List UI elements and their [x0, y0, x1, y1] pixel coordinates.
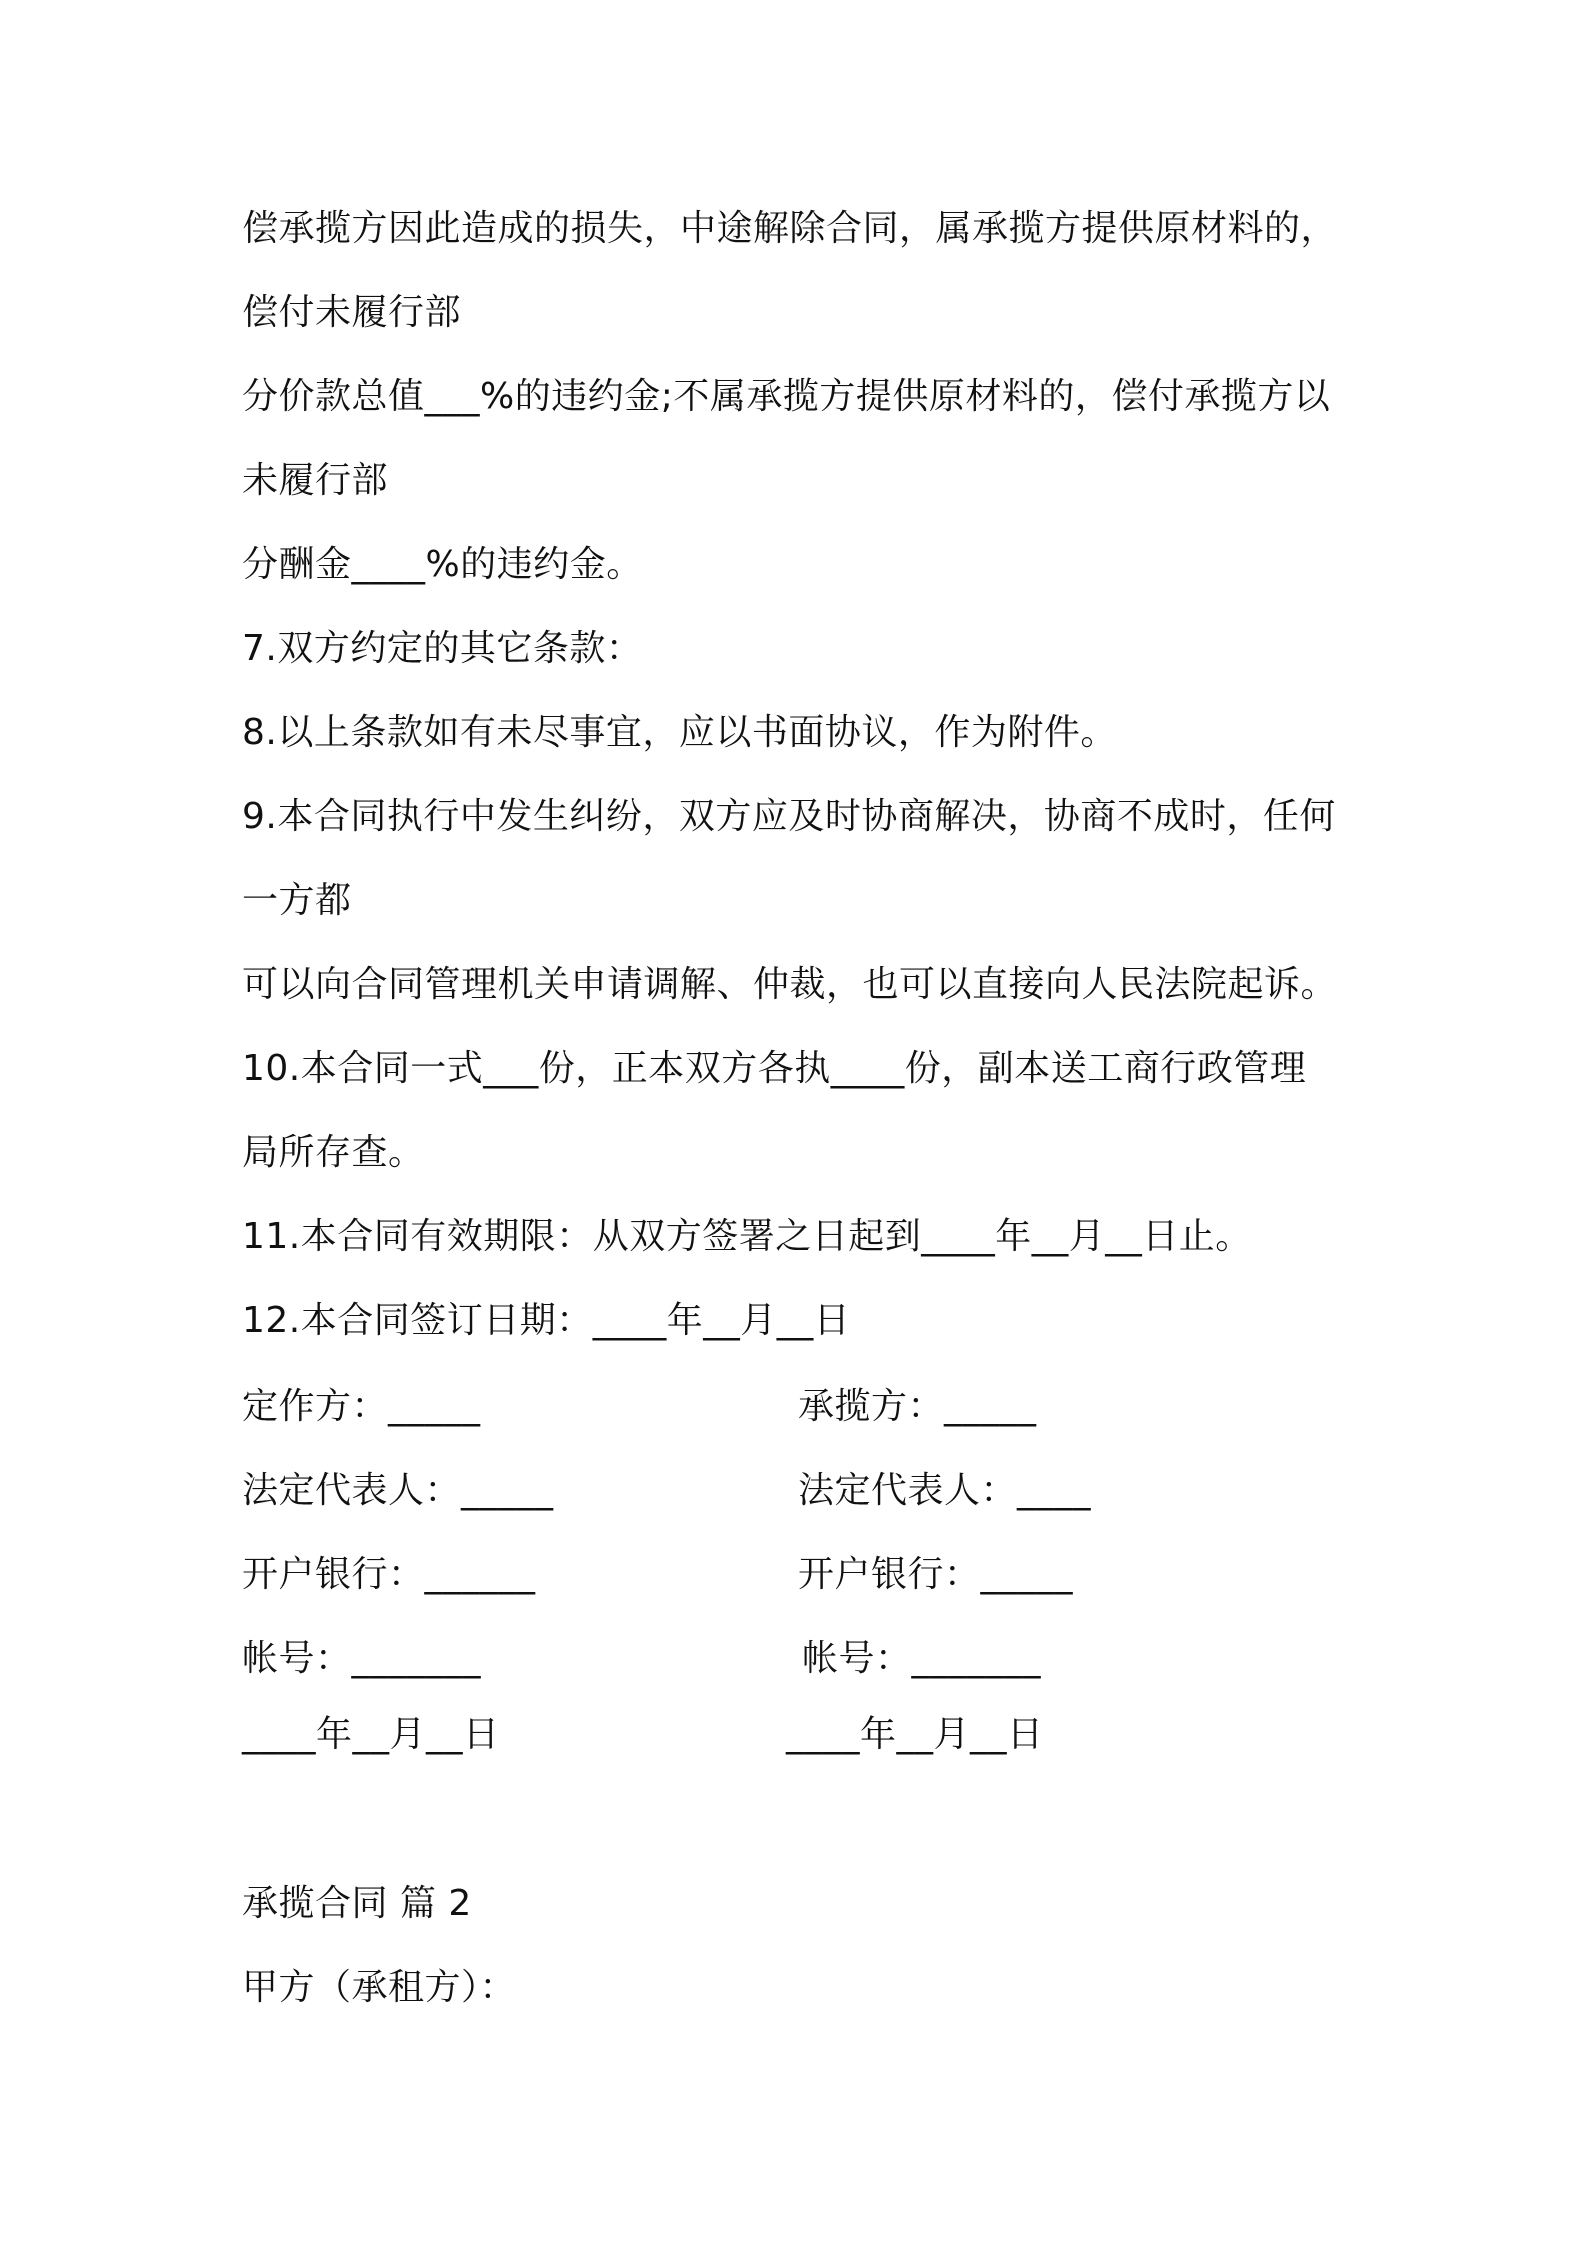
sig-left-account: 帐号：_______ [242, 1638, 482, 1679]
sig-right-bank: 开户银行：_____ [798, 1554, 1074, 1595]
clause-9: 9.本合同执行中发生纠纷，双方应及时协商解决，协商不成时，任何 [242, 796, 1336, 837]
clause-11: 11.本合同有效期限：从双方签署之日起到____年__月__日止。 [242, 1216, 1252, 1257]
body-line-2: 偿付未履行部 [242, 292, 462, 333]
sig-right-date: ____年__月__日 [786, 1714, 1044, 1755]
clause-9-cont-2: 可以向合同管理机关申请调解、仲裁，也可以直接向人民法院起诉。 [242, 964, 1338, 1005]
clause-7: 7.双方约定的其它条款： [242, 628, 643, 669]
sig-left-party: 定作方：_____ [242, 1386, 481, 1427]
clause-12: 12.本合同签订日期：____年__月__日 [242, 1300, 851, 1341]
body-line-3: 分价款总值___%的违约金;不属承揽方提供原材料的，偿付承揽方以 [242, 376, 1331, 417]
clause-10-cont: 局所存查。 [242, 1132, 425, 1173]
sig-right-party: 承揽方：_____ [798, 1386, 1037, 1427]
sig-right-legal-rep: 法定代表人：____ [798, 1470, 1092, 1511]
body-line-1: 偿承揽方因此造成的损失，中途解除合同，属承揽方提供原材料的， [242, 208, 1338, 249]
body-line-5: 分酬金____%的违约金。 [242, 544, 643, 585]
section-title: 承揽合同 篇 2 [242, 1883, 472, 1924]
clause-8: 8.以上条款如有未尽事宜，应以书面协议，作为附件。 [242, 712, 1117, 753]
body-line-4: 未履行部 [242, 460, 389, 501]
sig-left-legal-rep: 法定代表人：_____ [242, 1470, 554, 1511]
sig-left-date: ____年__月__日 [242, 1714, 500, 1755]
clause-10: 10.本合同一式___份，正本双方各执____份，副本送工商行政管理 [242, 1048, 1307, 1089]
clause-9-cont-1: 一方都 [242, 880, 352, 921]
sig-right-account: 帐号：_______ [802, 1638, 1042, 1679]
party-a-label: 甲方（承租方）： [242, 1967, 517, 2008]
sig-left-bank: 开户银行：______ [242, 1554, 536, 1595]
